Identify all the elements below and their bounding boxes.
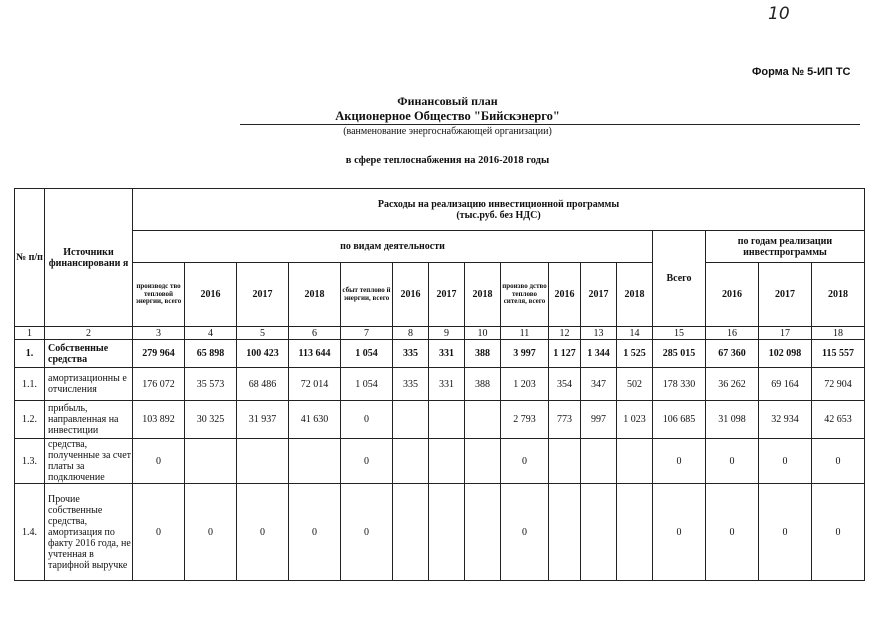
row-number: 1.3.: [15, 439, 45, 484]
table-cell: 35 573: [185, 368, 237, 401]
table-cell: 102 098: [759, 340, 812, 368]
header-by-activity: по видам деятельности: [133, 231, 653, 263]
table-cell: 335: [393, 340, 429, 368]
table-cell: 502: [617, 368, 653, 401]
table-cell: 106 685: [653, 401, 706, 439]
column-number: 7: [341, 327, 393, 340]
column-number-row: [15, 327, 865, 340]
table-cell: 0: [706, 484, 759, 581]
header-source: Источники финансировани я: [45, 189, 133, 327]
table-cell: 178 330: [653, 368, 706, 401]
plan-period: в сфере теплоснабжения на 2016-2018 годы: [345, 155, 550, 166]
table-cell: 42 653: [812, 401, 865, 439]
row-number: 1.1.: [15, 368, 45, 401]
table-cell: [465, 484, 501, 581]
column-number: 9: [429, 327, 465, 340]
table-cell: 65 898: [185, 340, 237, 368]
table-cell: 68 486: [237, 368, 289, 401]
table-cell: [549, 439, 581, 484]
organization-underline: [240, 124, 860, 125]
table-cell: 69 164: [759, 368, 812, 401]
header-total: Всего: [653, 231, 706, 327]
column-number: 3: [133, 327, 185, 340]
form-label: Форма № 5-ИП ТС: [752, 66, 851, 78]
table-cell: [429, 484, 465, 581]
table-cell: 335: [393, 368, 429, 401]
table-cell: 36 262: [706, 368, 759, 401]
row-number: 1.4.: [15, 484, 45, 581]
table-cell: [581, 484, 617, 581]
row-source: Прочие собственные средства, амортизация по факту 2016 года, не учтенная в тарифной выручке: [45, 484, 133, 581]
table-cell: 0: [341, 401, 393, 439]
column-number: 6: [289, 327, 341, 340]
row-number: 1.: [15, 340, 45, 368]
column-number: 12: [549, 327, 581, 340]
table-cell: 997: [581, 401, 617, 439]
table-cell: 0: [759, 439, 812, 484]
table-cell: [617, 439, 653, 484]
header-row-number: № п/п: [15, 189, 45, 327]
table-cell: [549, 484, 581, 581]
table-cell: 100 423: [237, 340, 289, 368]
table-cell: 0: [133, 484, 185, 581]
table-cell: [393, 439, 429, 484]
organization-name: Акционерное Общество "Бийскэнерго": [335, 109, 560, 123]
table-cell: 773: [549, 401, 581, 439]
table-cell: 113 644: [289, 340, 341, 368]
column-number: 16: [706, 327, 759, 340]
table-cell: [465, 439, 501, 484]
table-cell: [393, 401, 429, 439]
table-cell: 0: [812, 484, 865, 581]
header-expenses: [133, 189, 865, 231]
column-number: 14: [617, 327, 653, 340]
table-cell: 72 014: [289, 368, 341, 401]
table-cell: 0: [653, 484, 706, 581]
column-number: 8: [393, 327, 429, 340]
table-cell: 1 344: [581, 340, 617, 368]
header-year: 2018: [617, 263, 653, 327]
row-number: 1.2.: [15, 401, 45, 439]
table-row: [15, 340, 865, 368]
table-row: [15, 368, 865, 401]
column-number: 15: [653, 327, 706, 340]
header-year: 2017: [581, 263, 617, 327]
table-cell: 0: [341, 484, 393, 581]
table-cell: 3 997: [501, 340, 549, 368]
column-number: 5: [237, 327, 289, 340]
table-cell: [581, 439, 617, 484]
table-cell: [289, 439, 341, 484]
header-year: 2017: [237, 263, 289, 327]
table-cell: 0: [237, 484, 289, 581]
header-expenses-title: Расходы на реализацию инвестиционной программы: [377, 198, 620, 210]
table-cell: 0: [812, 439, 865, 484]
table-cell: [465, 401, 501, 439]
table-row: [15, 439, 865, 484]
table-cell: 176 072: [133, 368, 185, 401]
organization-caption: (ванменование энергоснабжающей организации): [343, 126, 552, 137]
table-cell: 31 937: [237, 401, 289, 439]
header-production: производс тво тепловой энергии, всего: [133, 263, 185, 327]
column-number: 4: [185, 327, 237, 340]
row-source: средства, полученные за счет платы за подключение: [45, 439, 133, 484]
table-cell: 1 023: [617, 401, 653, 439]
table-cell: 331: [429, 340, 465, 368]
table-cell: 0: [706, 439, 759, 484]
column-number: 2: [45, 327, 133, 340]
table-cell: 1 525: [617, 340, 653, 368]
table-cell: 103 892: [133, 401, 185, 439]
table-cell: 0: [653, 439, 706, 484]
table-cell: 41 630: [289, 401, 341, 439]
table-cell: 115 557: [812, 340, 865, 368]
header-year: 2016: [185, 263, 237, 327]
header-year: 2016: [549, 263, 581, 327]
table-cell: 285 015: [653, 340, 706, 368]
row-source: прибыль, направленная на инвестиции: [45, 401, 133, 439]
table-cell: 67 360: [706, 340, 759, 368]
page-number: 10: [768, 4, 790, 24]
table-cell: 0: [133, 439, 185, 484]
table-cell: 1 054: [341, 340, 393, 368]
document-title: Финансовый план: [397, 94, 498, 108]
table-cell: 388: [465, 340, 501, 368]
table-cell: 0: [341, 439, 393, 484]
table-row: [15, 401, 865, 439]
table-cell: 32 934: [759, 401, 812, 439]
column-number: 11: [501, 327, 549, 340]
table-cell: 72 904: [812, 368, 865, 401]
header-year: 2017: [759, 263, 812, 327]
table-cell: 279 964: [133, 340, 185, 368]
row-source: амортизационны е отчисления: [45, 368, 133, 401]
header-transport: произво дство теплово сителя, всего: [501, 263, 549, 327]
column-number: 18: [812, 327, 865, 340]
table-cell: 354: [549, 368, 581, 401]
table-cell: [429, 439, 465, 484]
column-number: 10: [465, 327, 501, 340]
column-number: 1: [15, 327, 45, 340]
table-cell: [429, 401, 465, 439]
header-year: 2016: [706, 263, 759, 327]
financial-plan-table: [14, 188, 865, 581]
header-sales: сбыт теплово й энергии, всего: [341, 263, 393, 327]
table-cell: 1 054: [341, 368, 393, 401]
table-cell: 0: [501, 484, 549, 581]
table-cell: 1 203: [501, 368, 549, 401]
header-year: 2018: [465, 263, 501, 327]
header-year: 2018: [289, 263, 341, 327]
row-source: Собственные средства: [45, 340, 133, 368]
table-cell: 388: [465, 368, 501, 401]
table-cell: [617, 484, 653, 581]
table-cell: [237, 439, 289, 484]
header-year: 2018: [812, 263, 865, 327]
column-number: 17: [759, 327, 812, 340]
table-cell: 2 793: [501, 401, 549, 439]
header-year: 2017: [429, 263, 465, 327]
table-cell: 30 325: [185, 401, 237, 439]
column-number: 13: [581, 327, 617, 340]
table-cell: 0: [501, 439, 549, 484]
table-cell: 347: [581, 368, 617, 401]
header-expenses-unit: (тыс.руб. без НДС): [456, 209, 541, 221]
table-cell: [393, 484, 429, 581]
table-cell: [185, 439, 237, 484]
table-cell: 331: [429, 368, 465, 401]
table-cell: 31 098: [706, 401, 759, 439]
table-cell: 0: [759, 484, 812, 581]
header-year: 2016: [393, 263, 429, 327]
table-row: [15, 484, 865, 581]
table-cell: 0: [185, 484, 237, 581]
header-by-years: по годам реализации инвестпрограммы: [706, 231, 865, 263]
table-cell: 0: [289, 484, 341, 581]
table-cell: 1 127: [549, 340, 581, 368]
